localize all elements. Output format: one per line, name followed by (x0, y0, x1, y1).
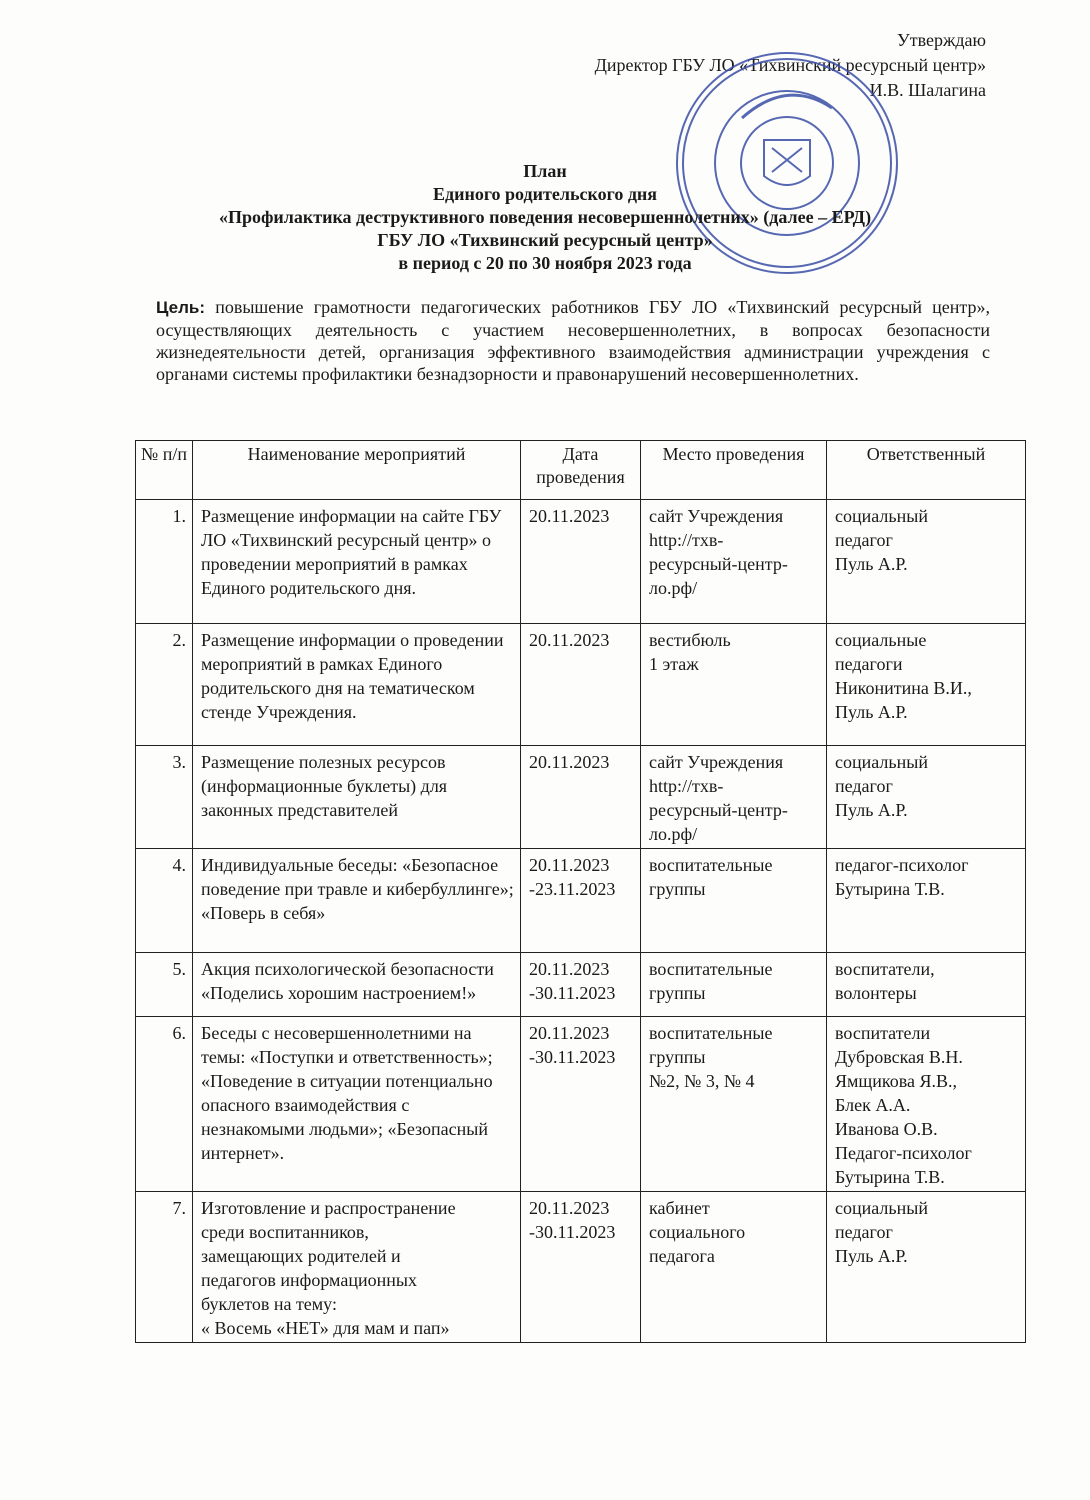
approval-position: Директор ГБУ ЛО «Тихвинский ресурсный центр» (594, 55, 986, 75)
cell-num: 6. (136, 1017, 193, 1192)
cell-name: Размещение информации о проведении мероприятий в рамках Единого родительского дня на тематическом стенде Учреждения. (193, 624, 521, 746)
cell-responsible (827, 849, 1026, 953)
cell-responsible (827, 500, 1026, 624)
cell-line: Пуль А.Р. (835, 554, 908, 574)
cell-line: кабинет (649, 1198, 710, 1218)
cell-num: 5. (136, 953, 193, 1017)
title-line-1: План (523, 161, 567, 181)
cell-line: Никонитина В.И., (835, 678, 972, 698)
cell-line: Педагог-психолог (835, 1143, 972, 1163)
table-row (136, 849, 1026, 953)
cell-line: Ямщикова Я.В., (835, 1071, 957, 1091)
cell-line: 1 этаж (649, 654, 699, 674)
cell-num: 1. (136, 500, 193, 624)
cell-place (641, 624, 827, 746)
header-num: № п/п (136, 441, 193, 500)
table-row (136, 1192, 1026, 1343)
cell-line: -30.11.2023 (529, 1222, 616, 1242)
cell-line: воспитательные (649, 855, 773, 875)
cell-place (641, 500, 827, 624)
cell-line: группы (649, 983, 706, 1003)
document-title (0, 160, 1090, 275)
title-line-2: Единого родительского дня (432, 184, 658, 204)
cell-date: 20.11.2023 (521, 746, 641, 849)
table-row (136, 953, 1026, 1017)
table-row (136, 746, 1026, 849)
cell-responsible (827, 1017, 1026, 1192)
cell-line: http://тхв- (649, 776, 724, 796)
title-line-4: ГБУ ЛО «Тихвинский ресурсный центр» (377, 230, 713, 250)
header-name: Наименование мероприятий (193, 441, 521, 500)
cell-responsible (827, 746, 1026, 849)
cell-line: педагогов информационных (201, 1270, 417, 1290)
cell-line: -23.11.2023 (529, 879, 616, 899)
goal-paragraph (156, 296, 990, 385)
cell-name: Акция психологической безопасности «Поделись хорошим настроением!» (193, 953, 521, 1017)
cell-line: -30.11.2023 (529, 983, 616, 1003)
cell-date (521, 1017, 641, 1192)
cell-line: воспитательные (649, 1023, 773, 1043)
cell-line: Бутырина Т.В. (835, 1167, 945, 1187)
header-responsible: Ответственный (827, 441, 1026, 500)
cell-line: волонтеры (835, 983, 917, 1003)
cell-line: воспитатели (835, 1023, 931, 1043)
cell-num: 7. (136, 1192, 193, 1343)
cell-line: вестибюль (649, 630, 731, 650)
approval-heading: Утверждаю (896, 30, 986, 50)
cell-place (641, 746, 827, 849)
cell-line: ресурсный-центр- (649, 554, 788, 574)
cell-date: 20.11.2023 (521, 500, 641, 624)
cell-responsible (827, 953, 1026, 1017)
cell-line: ло.рф/ (649, 824, 698, 844)
cell-line: Иванова О.В. (835, 1119, 938, 1139)
table-row (136, 624, 1026, 746)
header-date: Дата проведения (521, 441, 641, 500)
cell-num: 4. (136, 849, 193, 953)
cell-line: ло.рф/ (649, 578, 698, 598)
goal-text: повышение грамотности педагогических работников ГБУ ЛО «Тихвинский ресурсный центр», осуществляющих деятельность с участием несовершеннолетних, в вопросах безопасности жизнедеятельности детей, организация эффективного взаимодействия администрации учреждения с органами системы профилактики безнадзорности и правонарушений несовершеннолетних. (156, 297, 991, 384)
cell-line: Блек А.А. (835, 1095, 911, 1115)
cell-num: 3. (136, 746, 193, 849)
cell-name: Размещение полезных ресурсов (информационные буклеты) для законных представителей (193, 746, 521, 849)
cell-line: социальные (835, 630, 927, 650)
cell-name: Беседы с несовершеннолетними на темы: «Поступки и ответственность»; «Поведение в ситуации потенциально опасного взаимодействия с незнакомыми людьми»; «Безопасный интернет». (193, 1017, 521, 1192)
cell-place (641, 849, 827, 953)
cell-line: замещающих родителей и (201, 1246, 401, 1266)
cell-line: « Восемь «НЕТ» для мам и пап» (201, 1318, 450, 1338)
cell-date: 20.11.2023 (521, 624, 641, 746)
cell-line: Бутырина Т.В. (835, 879, 945, 899)
cell-line: группы (649, 879, 706, 899)
cell-line: Пуль А.Р. (835, 1246, 908, 1266)
cell-line: воспитатели, (835, 959, 935, 979)
cell-line: педагог (835, 530, 893, 550)
cell-line: сайт Учреждения (649, 752, 784, 772)
table-row (136, 1017, 1026, 1192)
cell-line: сайт Учреждения (649, 506, 784, 526)
goal-label: Цель: (156, 298, 205, 317)
cell-line: 20.11.2023 (529, 1023, 610, 1043)
cell-line: 20.11.2023 (529, 855, 610, 875)
cell-date (521, 953, 641, 1017)
cell-line: социального (649, 1222, 746, 1242)
cell-line: педагог (835, 1222, 893, 1242)
header-place: Место проведения (641, 441, 827, 500)
cell-line: социальный (835, 1198, 928, 1218)
title-line-5: в период с 20 по 30 ноября 2023 года (398, 253, 692, 273)
cell-responsible (827, 1192, 1026, 1343)
approval-signatory: И.В. Шалагина (869, 80, 986, 100)
table-header-row (136, 441, 1026, 500)
cell-line: 20.11.2023 (529, 1198, 610, 1218)
table-body (136, 500, 1026, 1343)
cell-line: социальный (835, 506, 928, 526)
cell-line: воспитательные (649, 959, 773, 979)
title-line-3: «Профилактика деструктивного поведения несовершеннолетних» (далее – ЕРД) (218, 207, 872, 227)
cell-responsible (827, 624, 1026, 746)
cell-line: -30.11.2023 (529, 1047, 616, 1067)
cell-line: Пуль А.Р. (835, 702, 908, 722)
cell-line: педагог-психолог (835, 855, 969, 875)
cell-line: №2, № 3, № 4 (649, 1071, 755, 1091)
cell-line: среди воспитанников, (201, 1222, 369, 1242)
cell-line: 20.11.2023 (529, 959, 610, 979)
cell-line: http://тхв- (649, 530, 724, 550)
cell-place (641, 953, 827, 1017)
cell-place (641, 1017, 827, 1192)
cell-line: Изготовление и распространение (201, 1198, 456, 1218)
cell-name (193, 1192, 521, 1343)
events-table (135, 440, 1026, 1343)
cell-date (521, 849, 641, 953)
table-row (136, 500, 1026, 624)
cell-line: педагога (649, 1246, 715, 1266)
cell-line: группы (649, 1047, 706, 1067)
cell-line: социальный (835, 752, 928, 772)
cell-place (641, 1192, 827, 1343)
cell-name: Индивидуальные беседы: «Безопасное поведение при травле и кибербуллинге»; «Поверь в себя» (193, 849, 521, 953)
cell-name: Размещение информации на сайте ГБУ ЛО «Тихвинский ресурсный центр» о проведении мероприятий в рамках Единого родительского дня. (193, 500, 521, 624)
cell-num: 2. (136, 624, 193, 746)
cell-line: ресурсный-центр- (649, 800, 788, 820)
cell-line: педагоги (835, 654, 903, 674)
cell-date (521, 1192, 641, 1343)
cell-line: педагог (835, 776, 893, 796)
cell-line: Дубровская В.Н. (835, 1047, 963, 1067)
cell-line: Пуль А.Р. (835, 800, 908, 820)
cell-line: буклетов на тему: (201, 1294, 337, 1314)
